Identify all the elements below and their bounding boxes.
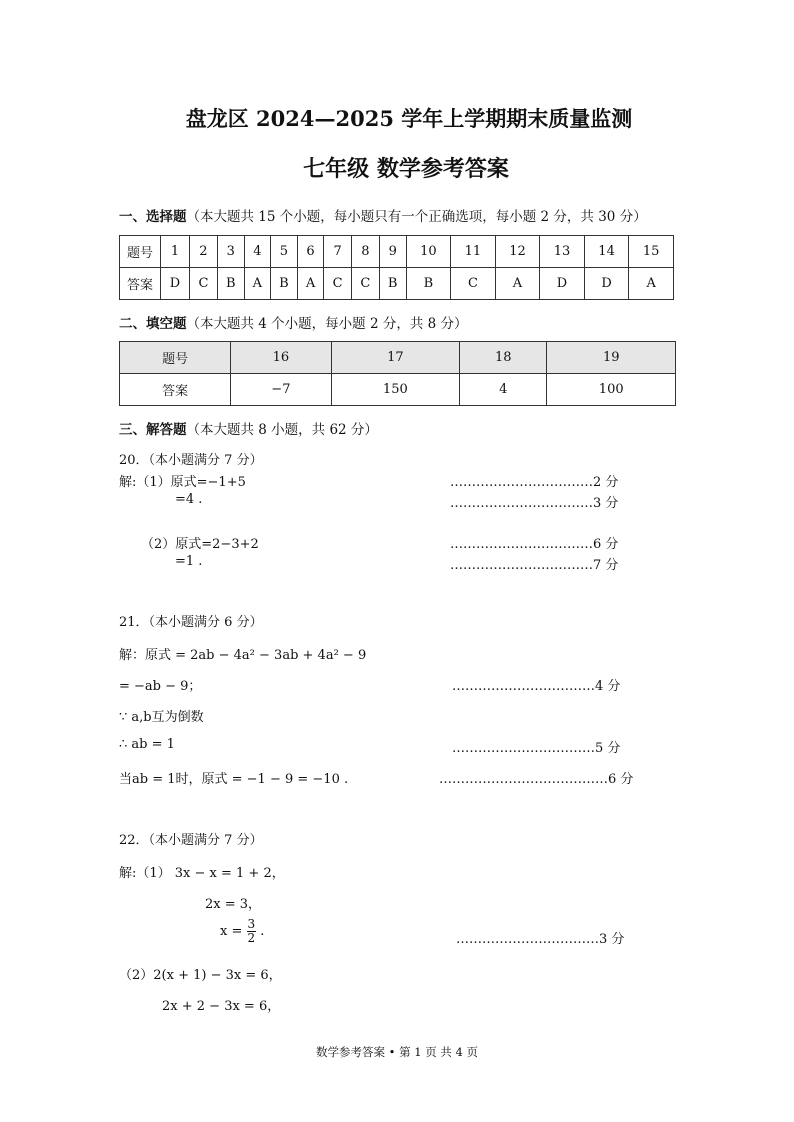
table-cell: A <box>495 268 540 300</box>
table-cell: B <box>406 268 451 300</box>
table-cell: C <box>324 268 352 300</box>
table-cell: A <box>244 268 270 300</box>
q22-line5: 2x + 2 − 3x = 6， <box>162 999 281 1014</box>
table-cell: 18 <box>460 342 547 374</box>
section1-note: （本大题共 15 个小题，每小题只有一个正确选项，每小题 2 分，共 30 分） <box>186 209 647 225</box>
q21-score2: ……………………………4 分 <box>452 679 621 694</box>
table-cell: 150 <box>331 374 460 406</box>
table-cell: D <box>584 268 629 300</box>
q21-line3: ∵ a,b互为倒数 <box>119 710 204 725</box>
fraction-denominator: 2 <box>247 931 256 945</box>
table-cell: 15 <box>629 236 674 268</box>
table-cell: 16 <box>231 342 331 374</box>
q21-line2: = −ab − 9； <box>119 679 202 694</box>
section3-note: （本大题共 8 小题，共 62 分） <box>186 422 378 438</box>
table-cell: 5 <box>271 236 298 268</box>
q20-heading: 20．（本小题满分 7 分） <box>119 453 263 468</box>
fraction-numerator: 3 <box>247 917 256 931</box>
q20-line3: （2）原式=2−3+2 <box>141 537 259 552</box>
table-cell: 3 <box>217 236 244 268</box>
table-cell: 19 <box>547 342 676 374</box>
q22-line3-prefix: x = <box>220 924 243 939</box>
table-cell: 17 <box>331 342 460 374</box>
table-cell: C <box>190 268 218 300</box>
table-cell: −7 <box>231 374 331 406</box>
q21-line1: 解：原式 = 2ab − 4a² − 3ab + 4a² − 9 <box>119 648 367 663</box>
table-cell: 9 <box>379 236 406 268</box>
q21-line4: ∴ ab = 1 <box>119 737 175 752</box>
table-cell: 4 <box>244 236 270 268</box>
choice-question-row <box>120 236 674 268</box>
table-cell: C <box>451 268 496 300</box>
q21-score4: ……………………………5 分 <box>452 741 621 756</box>
table-cell: 100 <box>547 374 676 406</box>
table-cell: 4 <box>460 374 547 406</box>
table-cell: B <box>379 268 406 300</box>
q21-heading: 21．（本小题满分 6 分） <box>119 615 263 630</box>
q20-line2: =4 . <box>175 492 203 507</box>
row-label-question: 题号 <box>120 342 231 374</box>
choice-answer-table <box>119 235 674 300</box>
table-cell: B <box>271 268 298 300</box>
q22-heading: 22．（本小题满分 7 分） <box>119 833 263 848</box>
table-cell: A <box>297 268 323 300</box>
q22-line3-suffix: . <box>260 924 265 939</box>
table-cell: 11 <box>451 236 496 268</box>
table-cell: 7 <box>324 236 352 268</box>
q20-score4: ……………………………7 分 <box>450 558 619 573</box>
q20-line1: 解:（1）原式=−1+5 <box>119 475 246 490</box>
row-label-answer: 答案 <box>120 268 161 300</box>
q21-line5: 当ab = 1时，原式 = −1 − 9 = −10 . <box>119 772 349 787</box>
section2-heading-line <box>119 312 468 332</box>
fraction <box>247 918 257 945</box>
table-cell: 10 <box>406 236 451 268</box>
section2-note: （本大题共 4 个小题，每小题 2 分，共 8 分） <box>186 316 468 332</box>
document-title: 盘龙区 2024—2025 学年上学期期末质量监测 <box>185 106 633 131</box>
table-cell: 12 <box>495 236 540 268</box>
row-label-question: 题号 <box>120 236 161 268</box>
table-cell: D <box>540 268 585 300</box>
table-cell: 6 <box>297 236 323 268</box>
fill-answer-table <box>119 341 676 406</box>
table-cell: D <box>161 268 190 300</box>
table-cell: 14 <box>584 236 629 268</box>
table-cell: B <box>217 268 244 300</box>
q22-line2: 2x = 3， <box>205 897 262 912</box>
choice-answer-row <box>120 268 674 300</box>
row-label-answer: 答案 <box>120 374 231 406</box>
table-cell: 1 <box>161 236 190 268</box>
q21-score5: …………………………………6 分 <box>439 772 634 787</box>
table-cell: C <box>352 268 380 300</box>
table-cell: 2 <box>190 236 218 268</box>
section3-heading: 三、解答题 <box>119 422 187 438</box>
q20-line4: =1 . <box>175 554 203 569</box>
fill-question-row <box>120 342 676 374</box>
q20-score2: ……………………………3 分 <box>450 496 619 511</box>
q22-score3: ……………………………3 分 <box>456 932 625 947</box>
table-cell: 13 <box>540 236 585 268</box>
table-cell: 8 <box>352 236 380 268</box>
q22-line4: （2）2(x + 1) − 3x = 6， <box>119 968 282 983</box>
q22-line1: 解:（1） 3x − x = 1 + 2， <box>119 866 285 881</box>
section3-heading-line <box>119 418 378 438</box>
page-footer: 数学参考答案 • 第 1 页 共 4 页 <box>315 1045 478 1059</box>
section2-heading: 二、填空题 <box>119 316 187 332</box>
document-subtitle: 七年级 数学参考答案 <box>303 156 509 182</box>
table-cell: A <box>629 268 674 300</box>
q22-line3 <box>220 918 264 945</box>
q20-score3: ……………………………6 分 <box>450 537 619 552</box>
section1-heading: 一、选择题 <box>119 209 187 225</box>
q20-score1: ……………………………2 分 <box>450 475 619 490</box>
fill-answer-row <box>120 374 676 406</box>
section1-heading-line <box>119 205 647 225</box>
